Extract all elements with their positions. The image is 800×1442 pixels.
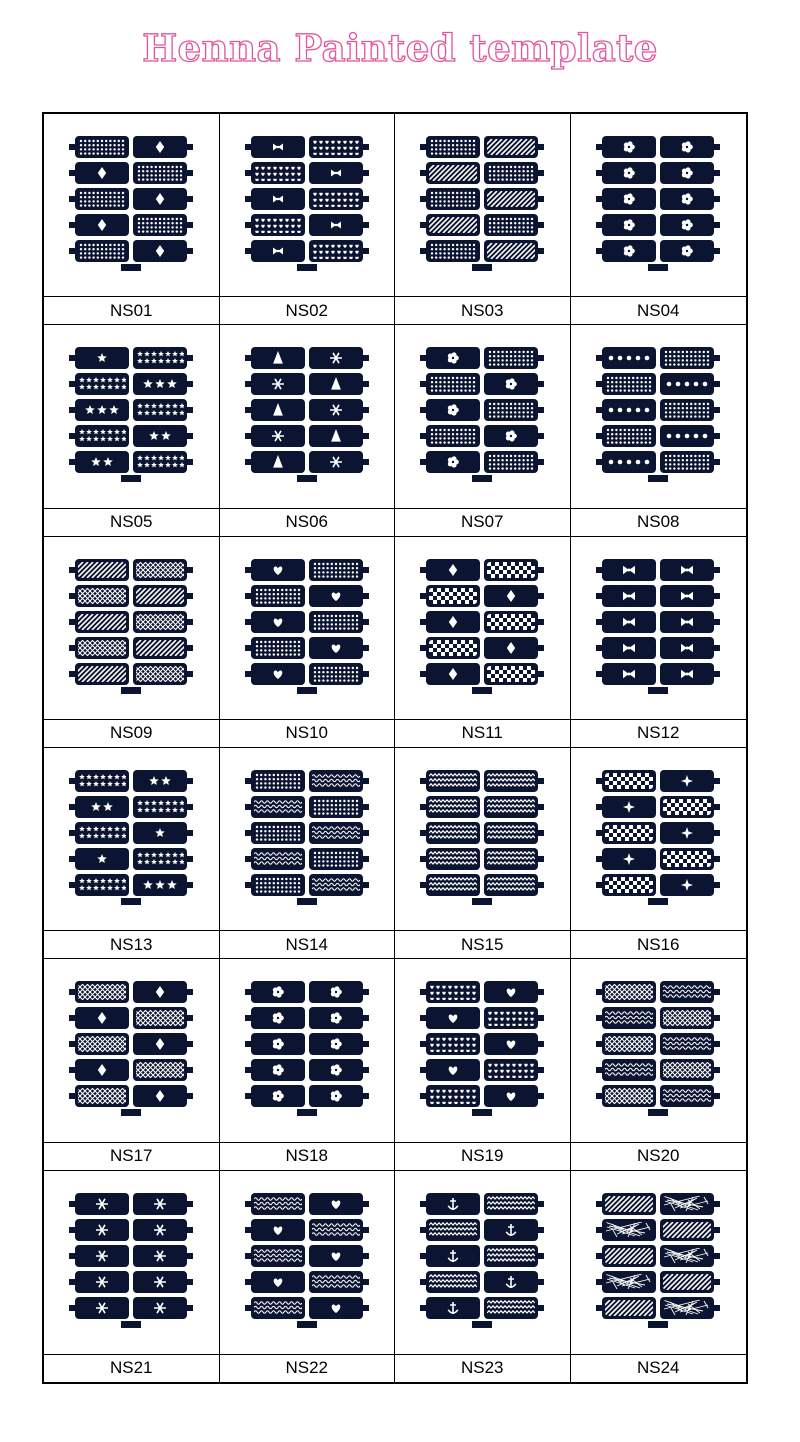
template-cell-ns05 [44,325,220,536]
template-cell-ns17 [44,959,220,1170]
stencil-zigzag [412,764,552,914]
stencil-anchors [412,1187,552,1337]
stencil-mesh-waves [588,975,728,1125]
stencil-sheet-image [220,959,395,1141]
template-cell-ns24 [571,1171,747,1382]
template-code-label: NS12 [571,719,747,747]
template-code-label: NS05 [44,508,219,536]
template-cell-ns16 [571,748,747,959]
template-code-label: NS22 [220,1354,395,1382]
stencil-sheet-image [395,114,570,296]
template-code-label: NS13 [44,930,219,958]
stencil-sheet-image [44,748,219,930]
template-cell-ns20 [571,959,747,1170]
template-code-label: NS14 [220,930,395,958]
stencil-sheet-image [395,325,570,507]
stencil-dots [588,341,728,491]
template-code-label: NS10 [220,719,395,747]
stencil-sheet-image [220,748,395,930]
template-cell-ns19 [395,959,571,1170]
stencil-zebra-weave [61,553,201,703]
stencil-lattice-diamonds [61,975,201,1125]
template-cell-ns10 [220,537,396,748]
stencil-snowflakes [61,1187,201,1337]
stencil-stars [61,341,201,491]
stencil-christmas-trees-snowflakes [237,341,377,491]
template-code-label: NS16 [571,930,747,958]
stencil-hearts [237,553,377,703]
template-code-label: NS15 [395,930,570,958]
stencil-sheet-image [395,1171,570,1354]
template-cell-ns23 [395,1171,571,1382]
template-code-label: NS17 [44,1142,219,1170]
stencil-sheet-image [44,959,219,1141]
template-code-label: NS03 [395,296,570,324]
template-cell-ns01 [44,114,220,325]
template-code-label: NS02 [220,296,395,324]
stencil-sheet-image [571,959,747,1141]
stencil-hearts-triangles [61,130,201,280]
template-code-label: NS08 [571,508,747,536]
stencil-dots-flowers [412,341,552,491]
stencil-sheet-image [220,537,395,719]
stencil-sheet-image [395,748,570,930]
template-code-label: NS18 [220,1142,395,1170]
stencil-four-point-stars [588,764,728,914]
template-cell-ns11 [395,537,571,748]
stencil-sheet-image [44,1171,219,1354]
template-grid [42,112,748,1384]
template-cell-ns14 [220,748,396,959]
template-cell-ns08 [571,325,747,536]
stencil-sheet-image [571,748,747,930]
template-code-label: NS23 [395,1354,570,1382]
template-cell-ns07 [395,325,571,536]
template-code-label: NS01 [44,296,219,324]
template-code-label: NS07 [395,508,570,536]
page-title: Henna Painted template [142,26,658,70]
stencil-diamonds-checks [412,553,552,703]
stencil-card-suits [412,975,552,1125]
stencil-sheet-image [395,537,570,719]
stencil-small-flowers [237,975,377,1125]
template-cell-ns04 [571,114,747,325]
template-code-label: NS24 [571,1354,747,1382]
stencil-sheet-image [395,959,570,1141]
stencil-sheet-image [571,537,747,719]
stencil-whales-waves [237,1187,377,1337]
template-code-label: NS21 [44,1354,219,1382]
stencil-butterflies [237,130,377,280]
stencil-sheet-image [220,1171,395,1354]
template-cell-ns02 [220,114,396,325]
stencil-sheet-image [220,114,395,296]
stencil-sheet-image [44,325,219,507]
template-cell-ns13 [44,748,220,959]
stencil-sheet-image [571,114,747,296]
stencil-stripes-crackle [588,1187,728,1337]
template-code-label: NS11 [395,719,570,747]
template-cell-ns15 [395,748,571,959]
template-cell-ns18 [220,959,396,1170]
stencil-sheet-image [571,325,747,507]
template-cell-ns03 [395,114,571,325]
template-code-label: NS19 [395,1142,570,1170]
template-cell-ns12 [571,537,747,748]
template-code-label: NS04 [571,296,747,324]
template-code-label: NS06 [220,508,395,536]
stencil-flowers [588,130,728,280]
stencil-bows [588,553,728,703]
stencil-stars-mixed [61,764,201,914]
template-code-label: NS09 [44,719,219,747]
stencil-hearts-stripes [412,130,552,280]
stencil-sheet-image [571,1171,747,1354]
template-cell-ns22 [220,1171,396,1382]
template-cell-ns06 [220,325,396,536]
stencil-sheet-image [44,537,219,719]
stencil-sheet-image [220,325,395,507]
stencil-dotted-waves [237,764,377,914]
stencil-sheet-image [44,114,219,296]
template-cell-ns21 [44,1171,220,1382]
template-cell-ns09 [44,537,220,748]
template-code-label: NS20 [571,1142,747,1170]
